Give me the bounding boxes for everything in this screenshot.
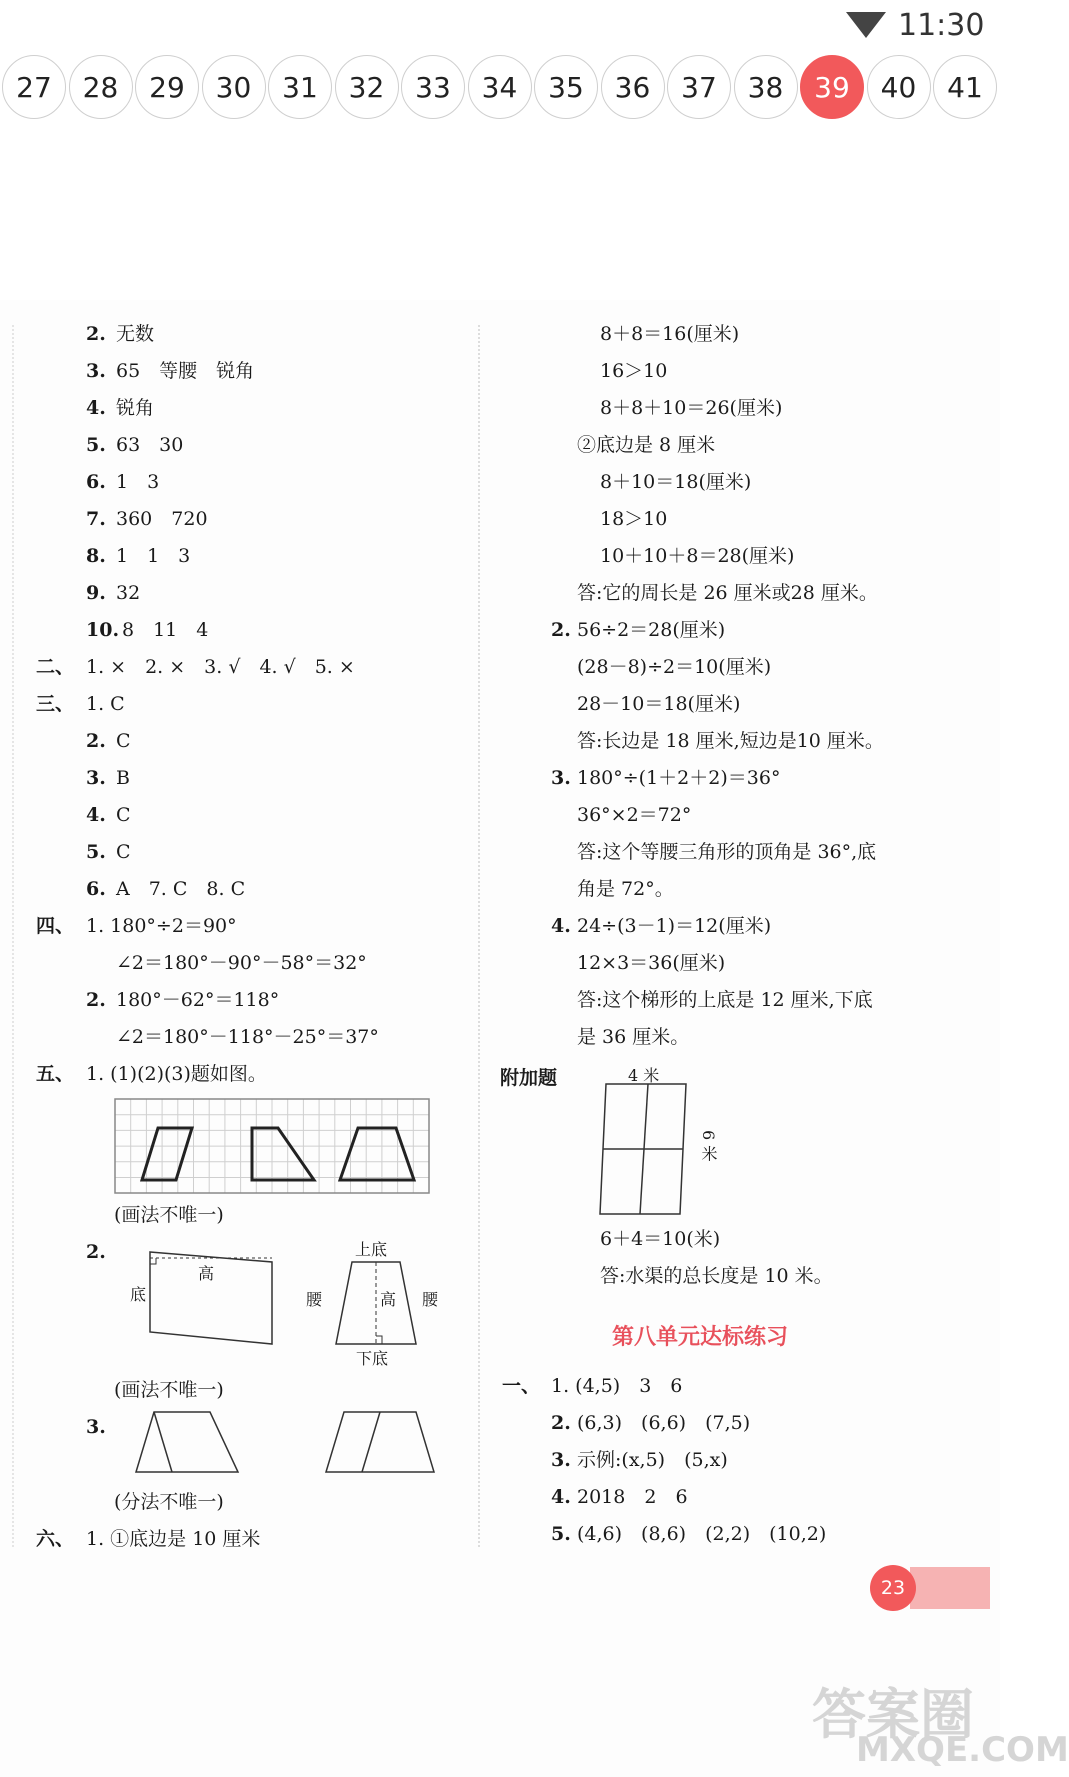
answer-text: 32 bbox=[116, 582, 141, 604]
note-text: (分法不唯一) bbox=[114, 1491, 224, 1513]
page-button-40[interactable]: 40 bbox=[867, 55, 931, 119]
answer-text: 12×3＝36(厘米) bbox=[577, 952, 726, 974]
answer-text: B bbox=[116, 767, 130, 789]
answer-text: 28－10＝18(厘米) bbox=[577, 693, 741, 715]
page-button-39[interactable]: 39 bbox=[800, 55, 864, 119]
answer-text: C bbox=[116, 804, 131, 826]
watermark-logo: 答案圈 bbox=[812, 1683, 974, 1746]
section-number: 四、 bbox=[36, 915, 75, 937]
page-button-27[interactable]: 27 bbox=[2, 55, 66, 119]
answer-text: (6,3) (6,6) (7,5) bbox=[577, 1412, 751, 1434]
answer-text: 36°×2＝72° bbox=[577, 804, 692, 826]
item-number: 4. bbox=[86, 397, 106, 419]
answer-text: 答:长边是 18 厘米,短边是10 厘米。 bbox=[577, 730, 884, 752]
answer-text: (4,6) (8,6) (2,2) (10,2) bbox=[577, 1523, 827, 1545]
answer-text: 角是 72°。 bbox=[577, 878, 674, 900]
item-number: 3. bbox=[86, 360, 106, 382]
answer-text: 56÷2＝28(厘米) bbox=[577, 619, 726, 641]
section-number: 六、 bbox=[36, 1528, 75, 1550]
unit-title: 第八单元达标练习 bbox=[612, 1325, 789, 1350]
item-number: 8. bbox=[86, 545, 106, 567]
extra-question-title: 附加题 bbox=[500, 1067, 558, 1089]
item-number: 3. bbox=[551, 1449, 571, 1471]
item-number: 2. bbox=[551, 1412, 571, 1434]
figure-label: 6 米 bbox=[699, 1130, 718, 1162]
item-number: 2. bbox=[86, 989, 106, 1011]
answer-text: 8＋8＋10＝26(厘米) bbox=[600, 397, 783, 419]
answer-text: 1. (4,5) 3 6 bbox=[551, 1375, 683, 1397]
item-number: 2. bbox=[86, 1241, 106, 1263]
watermark-url: MXQE.COM bbox=[856, 1730, 1069, 1770]
answer-text: 180°－62°＝118° bbox=[116, 989, 280, 1011]
answer-text: 1. (1)(2)(3)题如图。 bbox=[86, 1063, 267, 1085]
divide-figure bbox=[126, 1408, 456, 1478]
left-margin-line bbox=[12, 325, 14, 1547]
isosceles-trapezoid-shape bbox=[340, 1128, 414, 1180]
item-number: 2. bbox=[551, 619, 571, 641]
page-button-34[interactable]: 34 bbox=[468, 55, 532, 119]
section-number: 五、 bbox=[36, 1063, 75, 1085]
page-button-32[interactable]: 32 bbox=[335, 55, 399, 119]
page-button-33[interactable]: 33 bbox=[401, 55, 465, 119]
answer-text: ∠2＝180°－118°－25°＝37° bbox=[116, 1026, 379, 1048]
answer-text: 63 30 bbox=[116, 434, 184, 456]
status-bar bbox=[0, 0, 1000, 52]
answer-text: 8＋10＝18(厘米) bbox=[600, 471, 752, 493]
answer-text: 答:这个梯形的上底是 12 厘米,下底 bbox=[577, 989, 873, 1011]
section-number: 一、 bbox=[502, 1375, 541, 1397]
answer-text: (28－8)÷2＝10(厘米) bbox=[577, 656, 772, 678]
answer-text: C bbox=[116, 730, 131, 752]
item-number: 4. bbox=[86, 804, 106, 826]
page-button-38[interactable]: 38 bbox=[734, 55, 798, 119]
note-text: (画法不唯一) bbox=[114, 1379, 224, 1401]
item-number: 7. bbox=[86, 508, 106, 530]
figure-label: 高 bbox=[198, 1264, 215, 1283]
answer-text: 1. C bbox=[86, 693, 125, 715]
figure-label: 腰 bbox=[422, 1290, 439, 1309]
answer-text: ②底边是 8 厘米 bbox=[577, 434, 716, 456]
item-number: 3. bbox=[86, 1416, 106, 1438]
answer-text: 示例:(x,5) (5,x) bbox=[577, 1449, 728, 1471]
page-button-28[interactable]: 28 bbox=[69, 55, 133, 119]
page-button-30[interactable]: 30 bbox=[202, 55, 266, 119]
item-number: 4. bbox=[551, 1486, 571, 1508]
item-number: 5. bbox=[86, 434, 106, 456]
item-number: 5. bbox=[86, 841, 106, 863]
note-text: (画法不唯一) bbox=[114, 1204, 224, 1226]
answer-text: 65 等腰 锐角 bbox=[116, 360, 255, 382]
section-number: 二、 bbox=[36, 656, 75, 678]
answer-text: 答:它的周长是 26 厘米或28 厘米。 bbox=[577, 582, 878, 604]
answer-text: 答:水渠的总长度是 10 米。 bbox=[600, 1265, 833, 1287]
item-number: 4. bbox=[551, 915, 571, 937]
column-divider bbox=[478, 325, 480, 1547]
item-number: 6. bbox=[86, 471, 106, 493]
item-number: 3. bbox=[551, 767, 571, 789]
channel-figure bbox=[590, 1082, 700, 1218]
answer-text: 10＋10＋8＝28(厘米) bbox=[600, 545, 795, 567]
page-number-badge: 23 bbox=[870, 1565, 916, 1611]
page-button-31[interactable]: 31 bbox=[268, 55, 332, 119]
figure-label: 腰 bbox=[306, 1290, 323, 1309]
page-tab-decoration bbox=[910, 1567, 990, 1609]
height-figure bbox=[120, 1236, 460, 1368]
page-button-37[interactable]: 37 bbox=[667, 55, 731, 119]
answer-text: 8 11 4 bbox=[122, 619, 209, 641]
trapezoid-shape bbox=[326, 1412, 434, 1472]
answer-text: 2018 2 6 bbox=[577, 1486, 688, 1508]
answer-text: 180°÷(1＋2＋2)＝36° bbox=[577, 767, 781, 789]
figure-label: 底 bbox=[130, 1285, 147, 1304]
grid-figure bbox=[114, 1098, 430, 1194]
page-button-36[interactable]: 36 bbox=[601, 55, 665, 119]
item-number: 3. bbox=[86, 767, 106, 789]
page-button-35[interactable]: 35 bbox=[534, 55, 598, 119]
item-number: 10. bbox=[86, 619, 120, 641]
figure-label: 高 bbox=[380, 1290, 397, 1309]
clock: 11:30 bbox=[898, 8, 985, 43]
item-number: 9. bbox=[86, 582, 106, 604]
item-number: 5. bbox=[551, 1523, 571, 1545]
answer-text: 8＋8＝16(厘米) bbox=[600, 323, 740, 345]
answer-text: 1 1 3 bbox=[116, 545, 191, 567]
item-number: 2. bbox=[86, 323, 106, 345]
answer-text: 1. ①底边是 10 厘米 bbox=[86, 1528, 261, 1550]
answer-text: 6＋4＝10(米) bbox=[600, 1228, 721, 1250]
answer-text: 答:这个等腰三角形的顶角是 36°,底 bbox=[577, 841, 877, 863]
answer-text: 18＞10 bbox=[600, 508, 668, 530]
answer-text: 1 3 bbox=[116, 471, 160, 493]
figure-label: 4 米 bbox=[628, 1066, 660, 1085]
page-navigation bbox=[0, 55, 1000, 127]
answer-text: 360 720 bbox=[116, 508, 208, 530]
right-trapezoid-shape bbox=[252, 1128, 314, 1180]
answer-text: 1. × 2. × 3. √ 4. √ 5. × bbox=[86, 656, 355, 678]
answer-text: A 7. C 8. C bbox=[116, 878, 246, 900]
trapezoid-shape bbox=[336, 1262, 416, 1344]
answer-text: 16＞10 bbox=[600, 360, 668, 382]
page-button-29[interactable]: 29 bbox=[135, 55, 199, 119]
answer-text: 无数 bbox=[116, 323, 155, 345]
trapezoid-shape bbox=[136, 1412, 238, 1472]
answer-text: ∠2＝180°－90°－58°＝32° bbox=[116, 952, 367, 974]
section-number: 三、 bbox=[36, 693, 75, 715]
figure-label: 下底 bbox=[356, 1349, 389, 1368]
answer-text: 锐角 bbox=[116, 397, 155, 419]
wifi-icon bbox=[846, 12, 886, 38]
item-number: 2. bbox=[86, 730, 106, 752]
page-button-41[interactable]: 41 bbox=[933, 55, 997, 119]
answer-text: 1. 180°÷2＝90° bbox=[86, 915, 237, 937]
parallelogram-shape bbox=[142, 1128, 192, 1180]
figure-label: 上底 bbox=[355, 1240, 388, 1259]
answer-text: 是 36 厘米。 bbox=[577, 1026, 690, 1048]
answer-text: C bbox=[116, 841, 131, 863]
answer-text: 24÷(3－1)＝12(厘米) bbox=[577, 915, 772, 937]
item-number: 6. bbox=[86, 878, 106, 900]
